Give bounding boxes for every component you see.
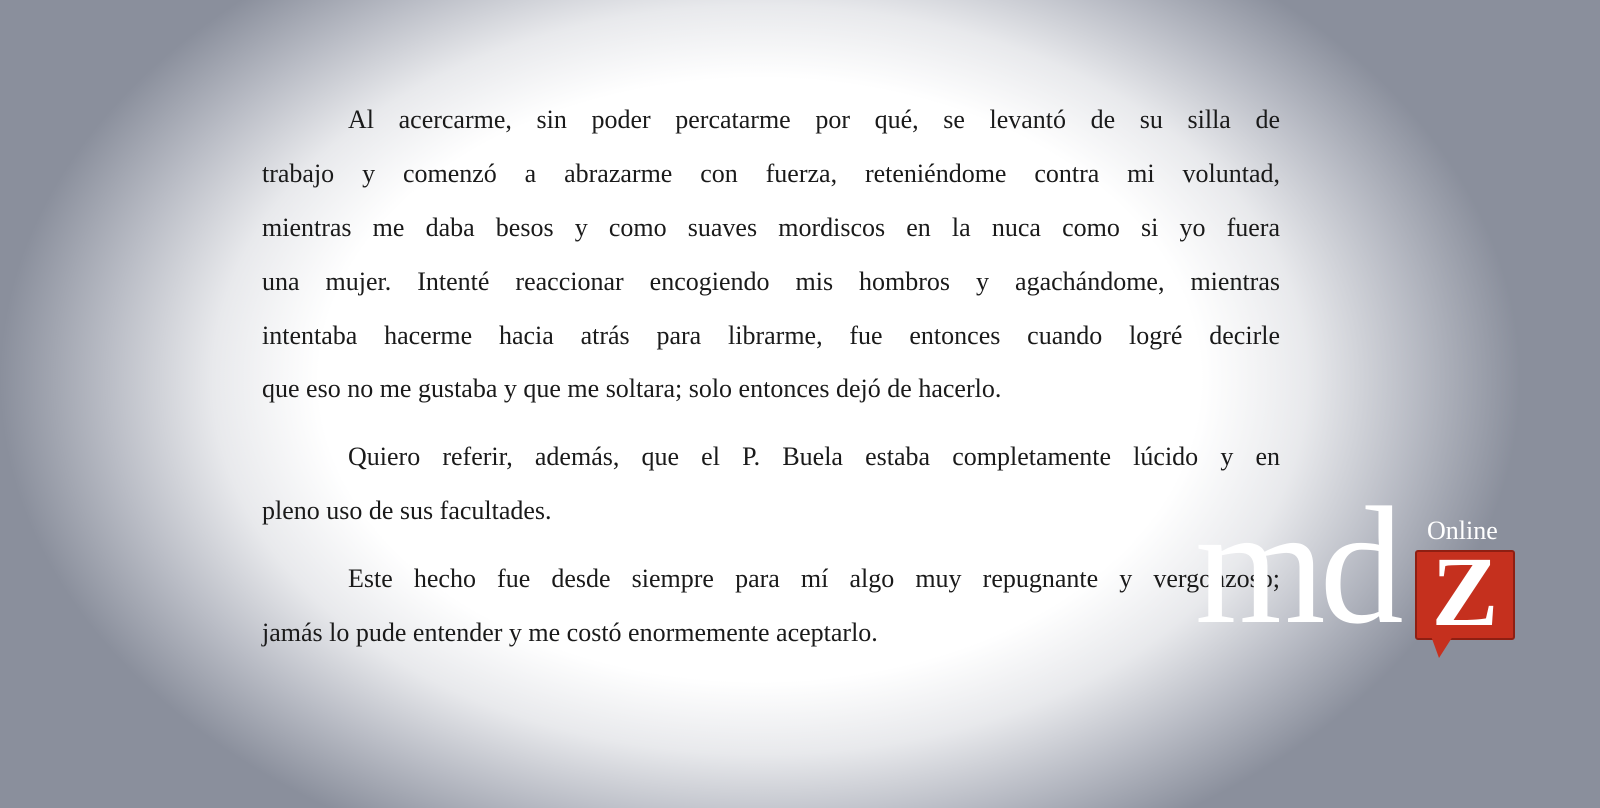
speech-bubble-tail-icon — [1431, 636, 1453, 658]
paragraph-1-line-5: intentaba hacerme hacia atrás para librarme, fue entonces cuando logré decirle — [262, 321, 1280, 350]
logo-z-box — [1415, 536, 1515, 647]
logo-tagline: Online — [1427, 516, 1498, 545]
logo-z-letter: Z — [1431, 536, 1499, 647]
mdz-online-logo — [1195, 473, 1535, 670]
logo-brand-text: md — [1195, 473, 1398, 659]
paragraph-1-line-4: una mujer. Intenté reaccionar encogiendo mis hombros y agachándome, mientras — [262, 267, 1280, 296]
paragraph-1-line-1: Al acercarme, sin poder percatarme por qué, se levantó de su silla de — [348, 105, 1280, 134]
paragraph-1-line-6: que eso no me gustaba y que me soltara; solo entonces dejó de hacerlo. — [262, 374, 1002, 403]
paragraph-3-line-2: jamás lo pude entender y me costó enormemente aceptarlo. — [262, 618, 878, 647]
paragraph-1-line-2: trabajo y comenzó a abrazarme con fuerza, reteniéndome contra mi voluntad, — [262, 159, 1280, 188]
paragraph-3-line-1: Este hecho fue desde siempre para mí algo muy repugnante y vergonzoso; — [348, 564, 1280, 593]
paragraph-1-line-3: mientras me daba besos y como suaves mordiscos en la nuca como si yo fuera — [262, 213, 1280, 242]
paragraph-2-line-2: pleno uso de sus facultades. — [262, 496, 552, 525]
paragraph-2-line-1: Quiero referir, además, que el P. Buela estaba completamente lúcido y en — [348, 442, 1280, 471]
